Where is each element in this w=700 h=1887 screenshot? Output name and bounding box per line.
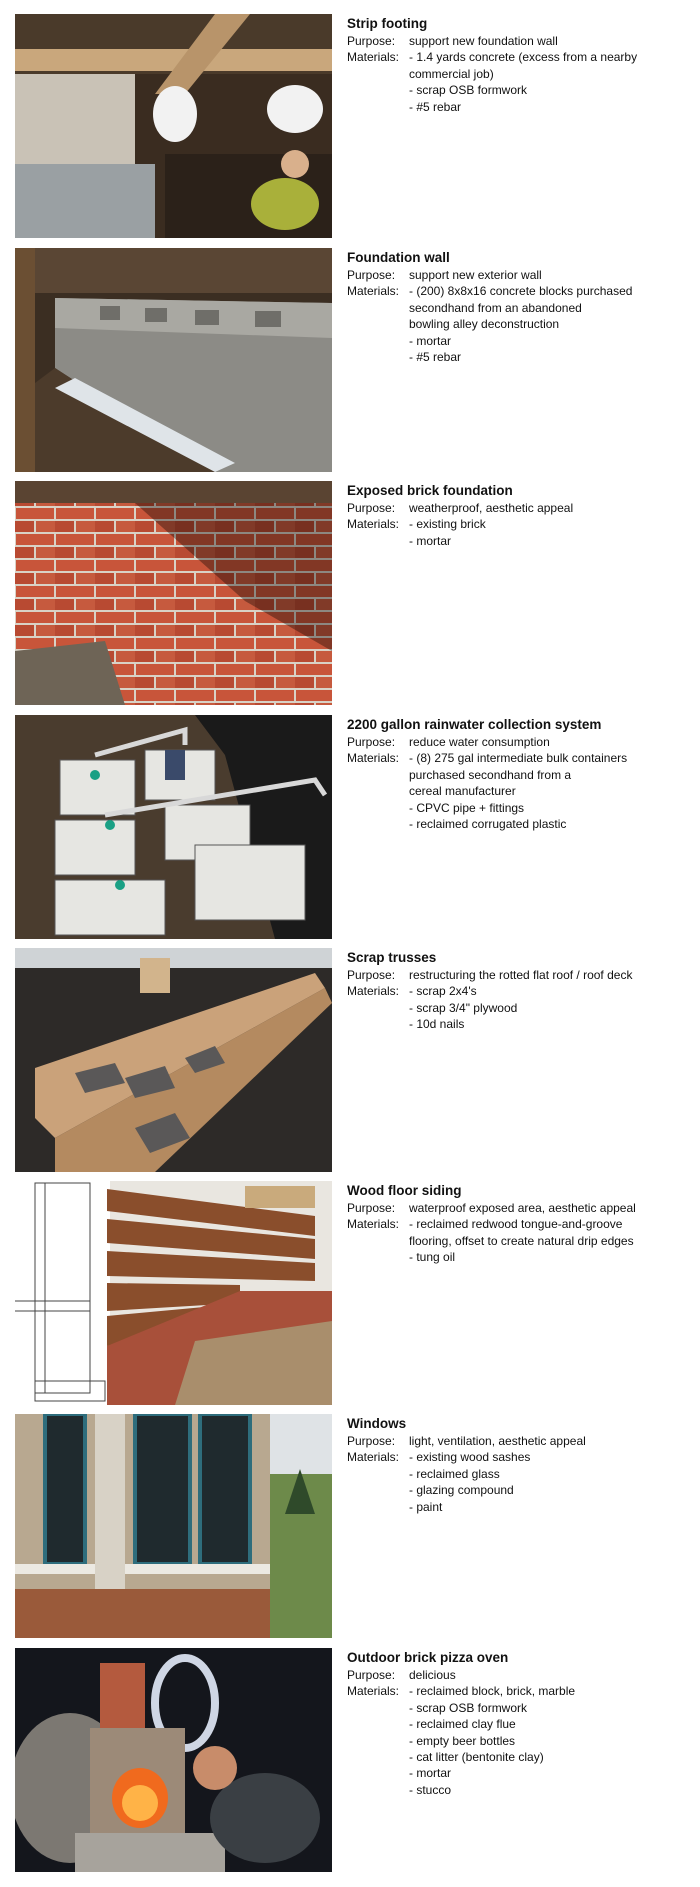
material-line: - existing brick (409, 517, 486, 532)
material-line: commercial job) (409, 66, 494, 81)
material-item (409, 1216, 692, 1249)
material-line: purchased secondhand from a (409, 767, 572, 782)
purpose-value: restructuring the rotted flat roof / roof deck (409, 968, 633, 982)
materials-label: Materials: (347, 1684, 400, 1699)
material-item (409, 1716, 692, 1732)
material-line: - paint (409, 1499, 443, 1514)
entry-title: Exposed brick foundation (347, 483, 513, 498)
material-item (409, 82, 692, 98)
photo-pizza-oven (15, 1648, 332, 1872)
purpose-row (347, 33, 692, 49)
material-line: - reclaimed glass (409, 1466, 500, 1481)
photo-strip-footing (15, 14, 332, 238)
material-item (409, 1782, 692, 1798)
materials-label: Materials: (347, 984, 400, 999)
material-line: - scrap OSB formwork (409, 1700, 528, 1715)
material-line: - #5 rebar (409, 350, 462, 365)
entry-exposed-brick (0, 481, 700, 705)
photo-foundation-wall (15, 248, 332, 472)
purpose-label: Purpose: (347, 501, 396, 515)
info-rainwater (347, 716, 692, 832)
info-wood-siding (347, 1182, 692, 1266)
material-line: - (200) 8x8x16 concrete blocks purchased (409, 284, 633, 299)
material-item (409, 533, 692, 549)
material-line: - CPVC pipe + fittings (409, 800, 525, 815)
materials-label: Materials: (347, 50, 400, 65)
entry-pizza-oven (0, 1648, 700, 1872)
materials-list (409, 983, 692, 1032)
material-line: - #5 rebar (409, 99, 462, 114)
purpose-value: light, ventilation, aesthetic appeal (409, 1434, 586, 1448)
materials-list (409, 516, 692, 549)
materials-list (409, 1683, 692, 1798)
material-line: - cat litter (bentonite clay) (409, 1750, 544, 1765)
material-item (409, 1466, 692, 1482)
material-item (409, 800, 692, 816)
material-line: secondhand from an abandoned (409, 300, 582, 315)
materials-row (347, 750, 692, 832)
materials-label: Materials: (347, 751, 400, 766)
entry-scrap-trusses (0, 948, 700, 1172)
material-item (409, 49, 692, 82)
purpose-value: support new foundation wall (409, 34, 558, 48)
entry-windows (0, 1414, 700, 1638)
material-item (409, 1000, 692, 1016)
material-line: - scrap 3/4" plywood (409, 1000, 518, 1015)
material-item (409, 1700, 692, 1716)
photo-exposed-brick (15, 481, 332, 705)
material-item (409, 750, 692, 799)
material-item (409, 1249, 692, 1265)
material-item (409, 1749, 692, 1765)
purpose-label: Purpose: (347, 1668, 396, 1682)
materials-list (409, 49, 692, 115)
materials-list (409, 1449, 692, 1515)
material-item (409, 1482, 692, 1498)
purpose-value: support new exterior wall (409, 268, 542, 282)
purpose-row (347, 267, 692, 283)
material-item (409, 516, 692, 532)
material-item (409, 99, 692, 115)
purpose-label: Purpose: (347, 968, 396, 982)
material-item (409, 983, 692, 999)
materials-label: Materials: (347, 1217, 400, 1232)
material-line: bowling alley deconstruction (409, 317, 560, 332)
material-line: - stucco (409, 1782, 452, 1797)
purpose-value: waterproof exposed area, aesthetic appeal (409, 1201, 636, 1215)
materials-list (409, 283, 692, 365)
material-line: flooring, offset to create natural drip edges (409, 1233, 634, 1248)
materials-list (409, 1216, 692, 1265)
entry-foundation-wall (0, 248, 700, 472)
materials-label: Materials: (347, 284, 400, 299)
material-line: - mortar (409, 1766, 451, 1781)
entry-title: Wood floor siding (347, 1183, 462, 1198)
entry-wood-siding (0, 1181, 700, 1405)
materials-label: Materials: (347, 517, 400, 532)
info-strip-footing (347, 15, 692, 115)
materials-row (347, 1449, 692, 1515)
info-windows (347, 1415, 692, 1515)
photo-rainwater (15, 715, 332, 939)
purpose-row (347, 1433, 692, 1449)
materials-list (409, 750, 692, 832)
purpose-value: weatherproof, aesthetic appeal (409, 501, 574, 515)
purpose-row (347, 500, 692, 516)
entry-title: Foundation wall (347, 250, 450, 265)
material-line: - reclaimed block, brick, marble (409, 1684, 576, 1699)
material-line: cereal manufacturer (409, 784, 516, 799)
purpose-label: Purpose: (347, 1201, 396, 1215)
material-item (409, 1683, 692, 1699)
material-line: - 1.4 yards concrete (excess from a nearby (409, 50, 638, 65)
material-line: - existing wood sashes (409, 1450, 531, 1465)
purpose-row (347, 1667, 692, 1683)
entry-title: Outdoor brick pizza oven (347, 1650, 509, 1665)
materials-row (347, 1216, 692, 1265)
material-item (409, 1765, 692, 1781)
material-item (409, 1016, 692, 1032)
purpose-label: Purpose: (347, 34, 396, 48)
purpose-label: Purpose: (347, 1434, 396, 1448)
entry-title: Windows (347, 1416, 407, 1431)
purpose-label: Purpose: (347, 268, 396, 282)
entry-title: 2200 gallon rainwater collection system (347, 717, 602, 732)
material-item (409, 1733, 692, 1749)
material-line: - reclaimed corrugated plastic (409, 817, 567, 832)
material-line: - tung oil (409, 1250, 456, 1265)
materials-row (347, 49, 692, 115)
purpose-row (347, 734, 692, 750)
material-item (409, 1499, 692, 1515)
materials-row (347, 983, 692, 1032)
materials-row (347, 283, 692, 365)
entry-title: Strip footing (347, 16, 428, 31)
entry-strip-footing (0, 14, 700, 238)
material-line: - reclaimed clay flue (409, 1717, 516, 1732)
entry-title: Scrap trusses (347, 950, 437, 965)
material-item (409, 1449, 692, 1465)
materials-label: Materials: (347, 1450, 400, 1465)
materials-row (347, 1683, 692, 1798)
material-item (409, 283, 692, 332)
entry-rainwater (0, 715, 700, 939)
purpose-value: delicious (409, 1668, 456, 1682)
material-line: - 10d nails (409, 1017, 465, 1032)
material-item (409, 349, 692, 365)
purpose-label: Purpose: (347, 735, 396, 749)
material-line: - mortar (409, 533, 451, 548)
info-foundation-wall (347, 249, 692, 365)
photo-scrap-trusses (15, 948, 332, 1172)
materials-row (347, 516, 692, 549)
photo-wood-siding (15, 1181, 332, 1405)
info-scrap-trusses (347, 949, 692, 1033)
photo-windows (15, 1414, 332, 1638)
purpose-row (347, 967, 692, 983)
material-line: - mortar (409, 333, 451, 348)
material-line: - scrap OSB formwork (409, 83, 528, 98)
purpose-value: reduce water consumption (409, 735, 550, 749)
info-pizza-oven (347, 1649, 692, 1798)
material-line: - glazing compound (409, 1483, 514, 1498)
material-item (409, 333, 692, 349)
material-line: - reclaimed redwood tongue-and-groove (409, 1217, 623, 1232)
info-exposed-brick (347, 482, 692, 549)
purpose-row (347, 1200, 692, 1216)
material-line: - (8) 275 gal intermediate bulk containers (409, 751, 628, 766)
material-item (409, 816, 692, 832)
material-line: - scrap 2x4's (409, 984, 477, 999)
material-line: - empty beer bottles (409, 1733, 516, 1748)
